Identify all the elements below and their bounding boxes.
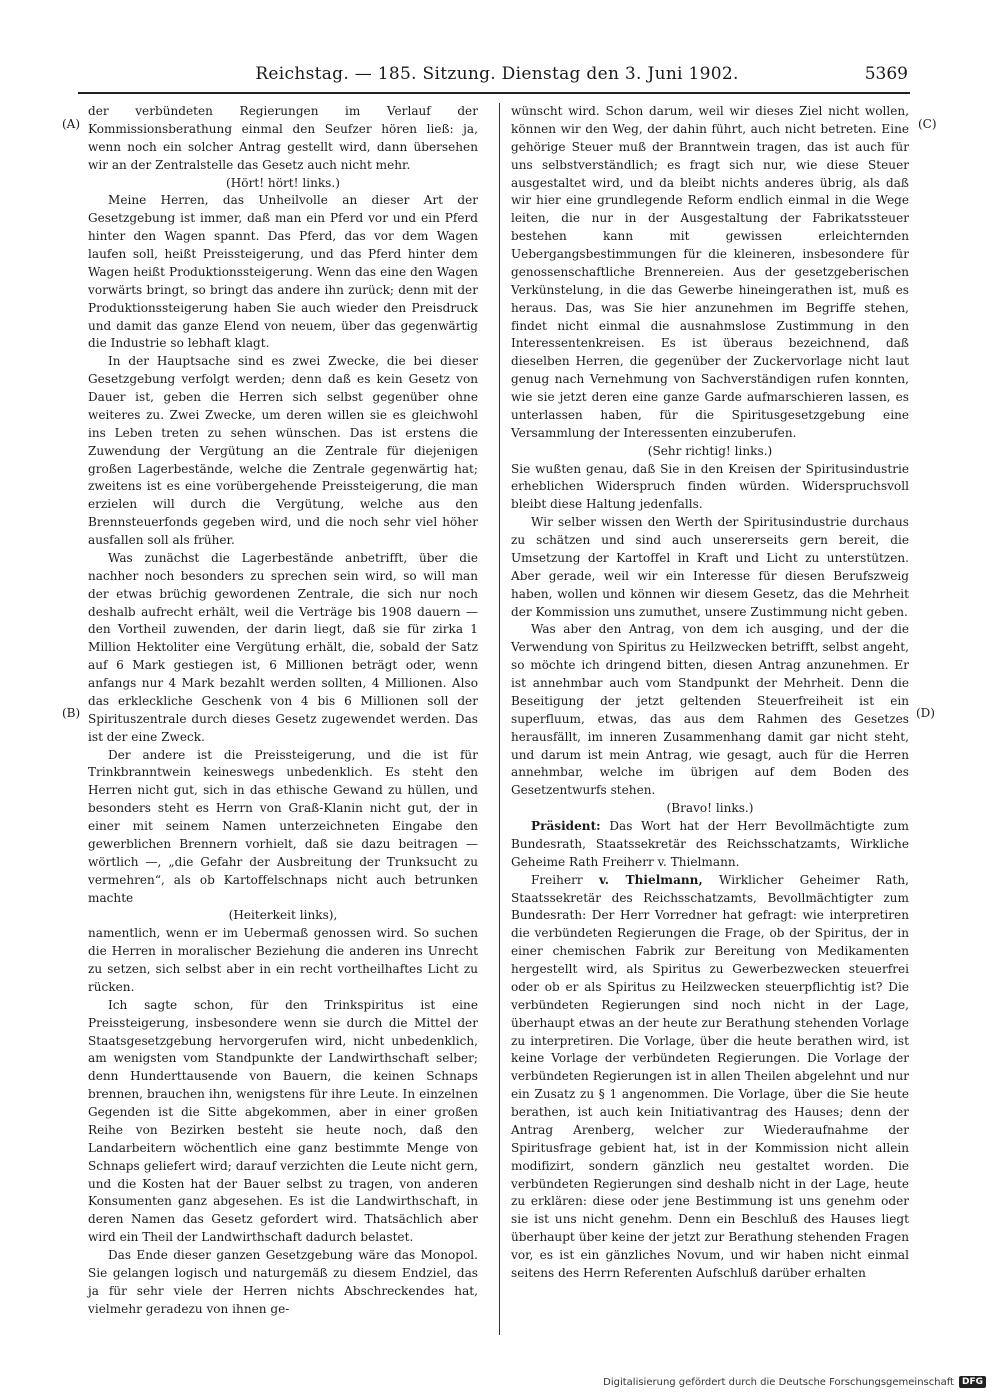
paragraph: wünscht wird. Schon darum, weil wir dieses Ziel nicht wollen, können wir den Weg, der dahin führt, auch nicht betreten. Eine gehörige Steuer muß der Branntwein tragen, das ist auch für uns selbstverständlich; es fragt sich nur, wie diese Steuer ausgestaltet wird, und da bleibt nichts anderes übrig, als daß wir hier eine grundlegende Reform endlich einmal in die Wege leiten, die nur in der Ausgestaltung der Fabrikatssteuer bestehen kann mit gewissen erleichternden Uebergangsbestimmungen für die kleineren, insbesondere für genossenschaftliche Brennereien. Aus der gesetzgeberischen Verkünstelung, in die das Gewerbe hineingerathen ist, muß es heraus. Das, was Sie hier anzunehmen im Begriffe stehen, findet nicht einmal die ausnahmslose Zustimmung in den Interessentenkreisen. Es ist überaus bezeichnend, daß dieselben Herren, die gegenüber der Zuckervorlage nicht laut genug nach Vernehmung von Sachverständigen rufen konnten, wie sie jetzt deren eine ganze Garde aufmarschieren lassen, es unterlassen haben, für die Spiritusgesetzgebung eine Versammlung der Interessenten einzuberufen. bbox=[511, 104, 909, 440]
paragraph: der verbündeten Regierungen im Verlauf der Kommissionsberathung einmal den Seufzer hören ließ: ja, wenn noch ein solcher Antrag gestellt wird, dann übersehen wir an der Zentralstelle das Gesetz auch nicht mehr. bbox=[88, 104, 478, 172]
footer-credit: Digitalisierung gefördert durch die Deutsche Forschungsgemeinschaft bbox=[603, 1376, 954, 1388]
paragraph: In der Hauptsache sind es zwei Zwecke, die bei dieser Gesetzgebung verfolgt werden; denn daß es kein Gesetz von Dauer ist, geben die Herren sich selbst gegenüber ohne weiteres zu. Zwei Zwecke, um deren willen sie es gleichwohl ins Leben treten zu sehen wünschen. Das ist erstens die Zuwendung der Vergütung an die Zentrale für diejenigen großen Lagerbestände, welche die Zentrale gegenwärtig hat; zweitens ist es eine vorübergehende Preissteigerung, die man erzielen will durch die Vergütung, welche aus den Brennsteuerfonds gegeben wird, und die noch sehr viel höher ausfallen soll als früher. bbox=[88, 354, 478, 547]
interjection: (Hört! hört! links.) bbox=[226, 175, 340, 190]
speech-text: Wirklicher Geheimer Rath, Staatssekretär des Reichsschatzamts, Bevollmächtigter zum Bundesrath: Der Herr Vorredner hat gefragt: wie interpretiren die verbündeten Regierungen die Frage, ob der Spiritus, der in einer chemischen Fabrik zur Bereitung von Medikamenten hergestellt wird, als Spiritus zu Gewerbezwecken steuerfrei oder ob er als Spiritus zu Heilzwecken steuerpflichtig ist? Die verbündeten Regierungen sind noch nicht in der Lage, überhaupt etwas an der heute zur Berathung stehenden Vorlage zu interpretiren. Die Vorlage, über die heute berathen wird, ist keine Vorlage der verbündeten Regierungen. Die Vorlage der verbündeten Regierungen ist in allen Theilen abgelehnt und nur ein Zusatz zu § 1 angenommen. Die Vorlage, über die Sie heute berathen, ist auch kein Initiativantrag des Hauses; denn der Antrag Arenberg, welcher zur Wiederaufnahme der Spiritusfrage gebient hat, ist in der Kommission nicht allein modifizirt, sondern gänzlich neu gestaltet worden. Die verbündeten Regierungen sind deshalb nicht in der Lage, heute zu erklären: diese oder jene Bestimmung ist uns genehm oder sie ist uns nicht genehm. Denn ein Beschluß des Hauses liegt überhaupt über keine der jetzt zur Berathung stehenden Fragen vor, es ist ein gänzliches Novum, und wir haben nicht einmal seitens des Herrn Referenten Aufschluß darüber erhalten bbox=[511, 872, 910, 1280]
column-divider bbox=[499, 103, 500, 1335]
dfg-logo: DFG bbox=[959, 1376, 986, 1388]
header-rule bbox=[78, 92, 910, 94]
paragraph: Der andere ist die Preissteigerung, und die ist für Trinkbranntwein keineswegs unbedenklich. Es steht den Herren nicht gut, sich in das ethische Gewand zu hüllen, und besonders steht es Herrn von Graß-Klanin nicht gut, der in einer mit seinem Namen unterzeichneten Eingabe den gewerblichen Brennern vorhielt, daß sie dazu beitragen — wörtlich —, „die Gefahr der Ausbreitung der Trunksucht zu vermehren“, als ob Kartoffelschnaps nicht auch betrunken machte bbox=[88, 747, 478, 905]
footer bbox=[603, 1373, 986, 1391]
page-title: Reichstag. — 185. Sitzung. Dienstag den 3. Juni 1902. bbox=[255, 64, 739, 84]
right-column bbox=[511, 103, 909, 1283]
margin-marker-a: (A) bbox=[62, 117, 81, 131]
speaker-name: v. Thielmann, bbox=[598, 872, 703, 887]
speaker-paragraph bbox=[511, 872, 909, 1283]
paragraph: Sie wußten genau, daß Sie in den Kreisen der Spiritusindustrie erheblichen Widerspruch finden würden. Widerspruchsvoll bleibt diese Haltung jedenfalls. bbox=[511, 461, 909, 512]
paragraph: Wir selber wissen den Werth der Spiritusindustrie durchaus zu schätzen und sind auch unsererseits gern bereit, die Umsetzung der Kartoffel in Kraft und Licht zu unterstützen. Aber gerade, weil wir ein Interesse für diesen Berufszweig haben, wollen und können wir diesem Gesetz, das die Mehrheit der Kommission uns zumuthet, unsere Zustimmung nicht geben. bbox=[511, 515, 909, 619]
interjection: (Heiterkeit links), bbox=[228, 908, 338, 923]
paragraph: Ich sagte schon, für den Trinkspiritus ist eine Preissteigerung, insbesondere wenn sie durch die Mittel der Staatsgesetzgebung hervorgerufen wird, nicht unbedenklich, am wenigsten vom Standpunkte der Landwirthschaft selber; denn Hunderttausende von Bauern, die keinen Schnaps brennen, brauchen ihn, wenigstens für ihre Leute. In einzelnen Gegenden ist die Sitte abgekommen, aber in einer großen Reihe von Bezirken besteht sie heute noch, daß den Landarbeitern wöchentlich eine ganz bestimmte Menge von Schnaps geliefert wird; darauf verzichten die Leute nicht gern, und die Kosten hat der Bauer selbst zu tragen, von anderen Konsumenten ganz abgesehen. Es ist die Landwirthschaft, in deren Namen das Gesetz gefordert wird. Thatsächlich aber wird ein Theil der Landwirthschaft dadurch belastet. bbox=[88, 997, 478, 1245]
interjection: (Sehr richtig! links.) bbox=[647, 443, 773, 458]
paragraph: Das Ende dieser ganzen Gesetzgebung wäre das Monopol. Sie gelangen logisch und naturgemäß zu diesem Endziel, das ja für sehr viele der Herren nichts Abschreckendes hat, vielmehr geradezu von ihnen ge- bbox=[88, 1248, 478, 1316]
speaker-title: Freiherr bbox=[531, 872, 583, 887]
interjection: (Bravo! links.) bbox=[666, 801, 754, 816]
margin-marker-b: (B) bbox=[62, 706, 81, 720]
left-column bbox=[88, 103, 478, 1319]
paragraph: Was zunächst die Lagerbestände anbetrifft, über die nachher noch besonders zu sprechen sein wird, so will man der etwas brüchig gewordenen Zentrale, die sich nur noch deshalb aufrecht erhält, weil die Verträge bis 1908 dauern — den Vortheil zuwenden, der darin liegt, daß sie für zirka 1 Million Hektoliter eine Vergütung erhält, die, sobald der Satz auf 6 Mark gestiegen ist, 6 Millionen beträgt oder, wenn anfangs nur 4 Mark bezahlt werden sollten, 4 Millionen. Also das erkleckliche Geschenk von 4 bis 6 Millionen soll der Spirituszentrale durch dieses Gesetz zugewendet werden. Das ist der eine Zweck. bbox=[88, 550, 478, 744]
paragraph: Meine Herren, das Unheilvolle an dieser Art der Gesetzgebung ist immer, daß man ein Pferd vor und ein Pferd hinter den Wagen spannt. Das Pferd, das vor dem Wagen laufen soll, heißt Preissteigerung, und das Pferd hinter dem Wagen heißt Produktionssteigerung. Wenn das eine den Wagen vorwärts bringt, so bringt das andere ihn zurück; denn mit der Produktionssteigerung haben Sie auch wieder den Preisdruck und damit das ganze Elend von neuem, über das gegenwärtig die Industrie so lebhaft klagt. bbox=[88, 193, 478, 351]
paragraph: namentlich, wenn er im Uebermaß genossen wird. So suchen die Herren in moralischer Beziehung die anderen ins Unrecht zu setzen, sich selbst aber in ein recht vortheilhaftes Licht zu rücken. bbox=[88, 926, 478, 994]
speaker-paragraph bbox=[511, 818, 909, 872]
paragraph: Was aber den Antrag, von dem ich ausging, und der die Verwendung von Spiritus zu Heilzwecken betrifft, selbst angeht, so möchte ich dringend bitten, diesen Antrag anzunehmen. Er ist annehmbar auch vom Standpunkt der Mehrheit. Denn die Beseitigung der jetzt geltenden Steuerfreiheit ist ein superfluum, etwas, das aus dem Rahmen des Gesetzes herausfällt, im inneren Zusammenhang damit gar nicht steht, und darum ist mein Antrag, wie gesagt, auch für die Herren annehmbar, welche im übrigen auf dem Boden des Gesetzentwurfs stehen. bbox=[511, 622, 909, 798]
margin-marker-c: (C) bbox=[918, 117, 937, 131]
speaker-name: Präsident: bbox=[531, 819, 601, 833]
margin-marker-d: (D) bbox=[916, 706, 935, 720]
page-header bbox=[86, 64, 908, 88]
speech-text: Das Wort hat der Herr Bevollmächtigte zum Bundesrath, Staatssekretär des Reichsschatzamts, Wirkliche Geheime Rath Freiherr v. Thielmann. bbox=[511, 819, 909, 869]
page-number: 5369 bbox=[864, 64, 908, 84]
